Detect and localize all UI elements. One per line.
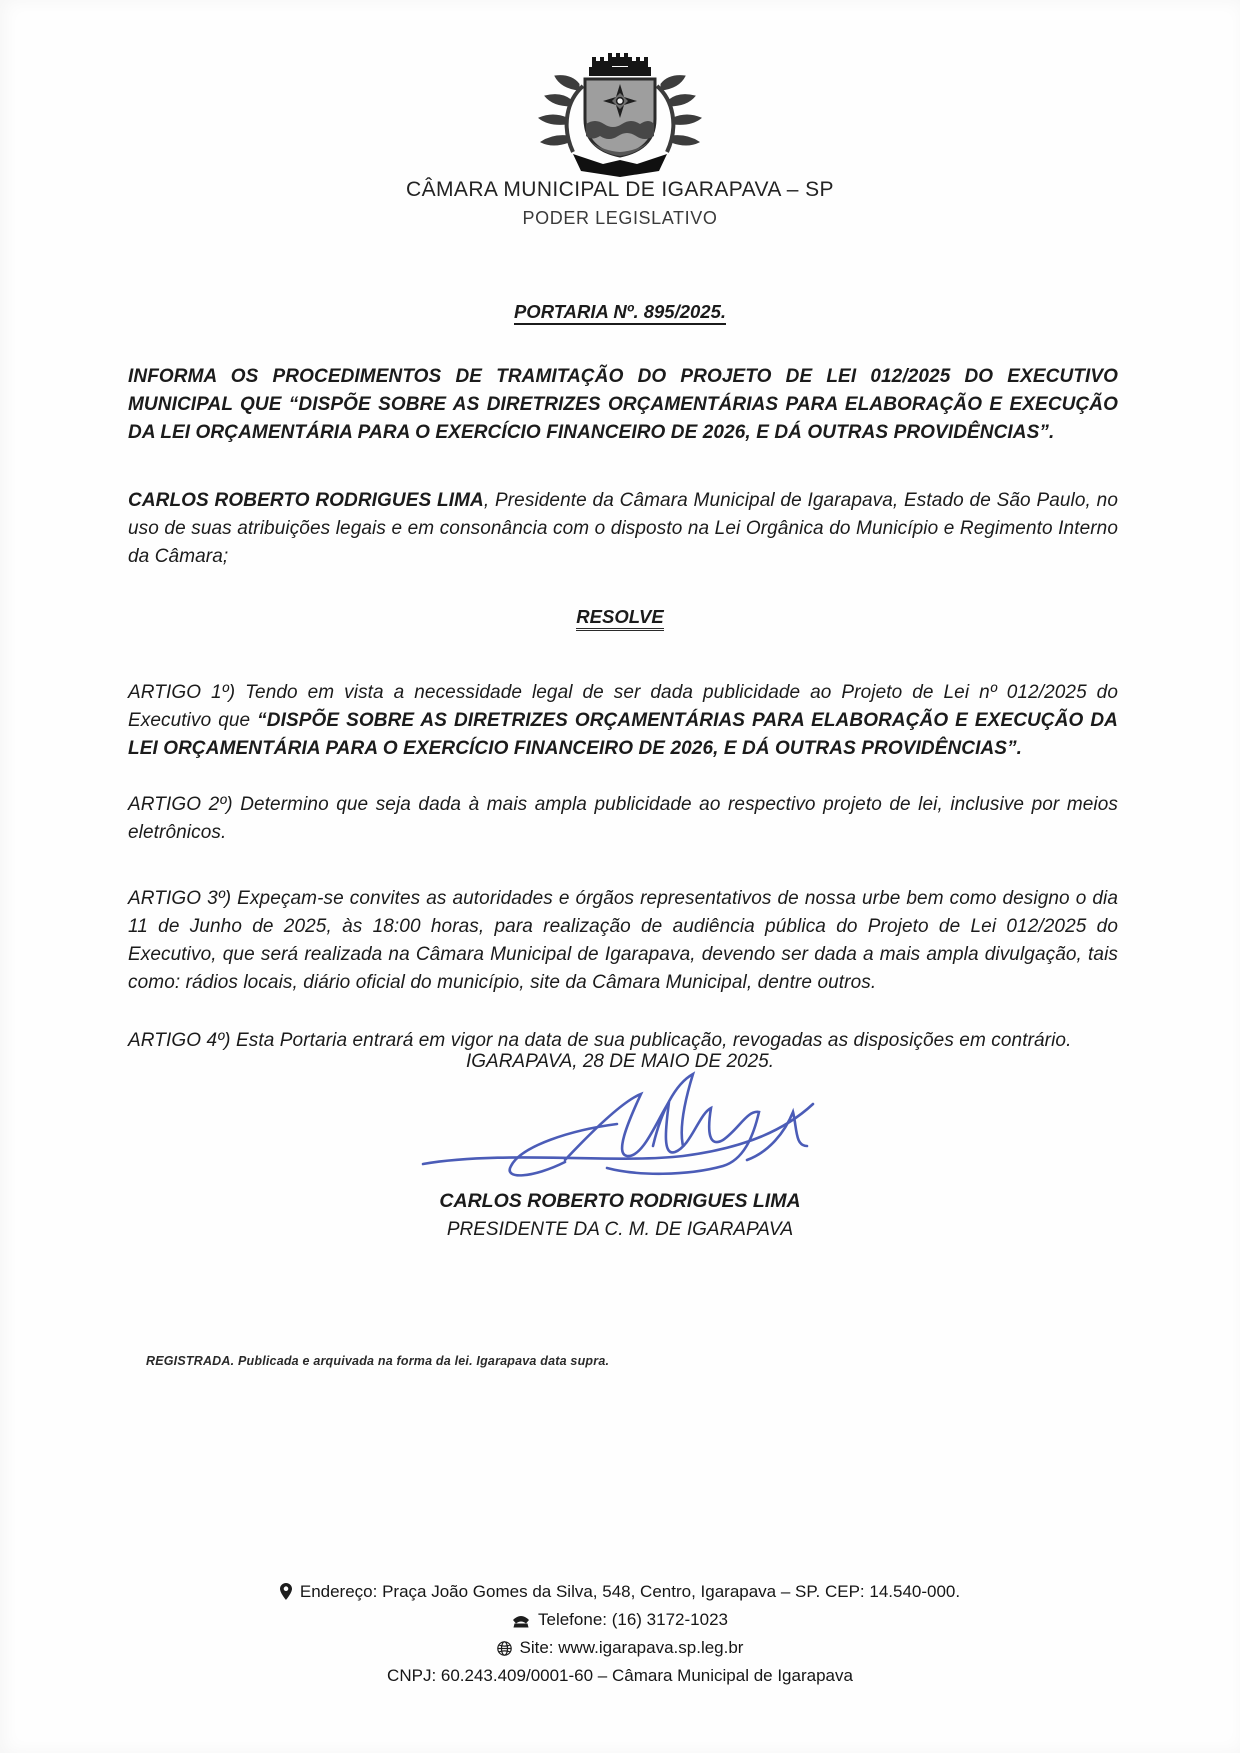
document-title-text: PORTARIA Nº. 895/2025.: [514, 301, 726, 325]
footer-site-line: [0, 1638, 1240, 1661]
org-subtitle: PODER LEGISLATIVO: [522, 208, 718, 228]
globe-icon: [497, 1641, 512, 1661]
footer-address-line: [0, 1582, 1240, 1605]
registration-note: REGISTRADA. Publicada e arquivada na forma da lei. Igarapava data supra.: [146, 1354, 610, 1368]
footer-site-text: Site: www.igarapava.sp.leg.br: [519, 1638, 744, 1657]
paragraph-preamble: [128, 487, 1118, 571]
handwritten-signature: [415, 1066, 825, 1193]
footer-address-text: Endereço: Praça João Gomes da Silva, 548, Centro, Igarapava – SP. CEP: 14.540-000.: [299, 1582, 961, 1601]
resolve-heading-text: RESOLVE: [576, 606, 663, 631]
document-title: [0, 301, 1240, 323]
municipal-coat-of-arms-icon: [525, 44, 715, 183]
paragraph-article-2: ARTIGO 2º) Determino que seja dada à mais ampla publicidade ao respectivo projeto de lei, inclusive por meios eletrônicos.: [128, 794, 1118, 843]
resolve-heading: [0, 606, 1240, 628]
telephone-icon: [512, 1613, 530, 1633]
signer-role: PRESIDENTE DA C. M. DE IGARAPAVA: [446, 1219, 794, 1240]
article-1-lead: ARTIGO 1º) Tendo em vista a necessidade legal de ser dada publicidade ao Projeto de Lei nº 012/2025 do Executivo que: [128, 682, 1118, 731]
org-name: CÂMARA MUNICIPAL DE IGARAPAVA – SP: [406, 178, 834, 201]
preamble-rest: , Presidente da Câmara Municipal de Igarapava, Estado de São Paulo, no uso de suas atribuições legais e em consonância com o disposto na Lei Orgânica do Município e Regimento Interno da Câmara;: [128, 490, 1118, 567]
footer-phone-line: [0, 1610, 1240, 1633]
paragraph-article-4: ARTIGO 4º) Esta Portaria entrará em vigor na data de sua publicação, revogadas as disposições em contrário.: [128, 1030, 1072, 1051]
article-1-emphasis: “DISPÕE SOBRE AS DIRETRIZES ORÇAMENTÁRIAS PARA ELABORAÇÃO E EXECUÇÃO DA LEI ORÇAMENTÁRIA PARA O EXERCÍCIO FINANCEIRO DE 2026, E DÁ OUTRAS PROVIDÊNCIAS”.: [128, 710, 1118, 759]
signer-name: CARLOS ROBERTO RODRIGUES LIMA: [439, 1190, 801, 1212]
footer-phone-text: Telefone: (16) 3172-1023: [538, 1610, 728, 1629]
paragraph-article-3: ARTIGO 3º) Expeçam-se convites as autoridades e órgãos representativos de nossa urbe bem como designo o dia 11 de Junho de 2025, às 18:00 horas, para realização de audiência pública do Projeto de Lei 012/2025 do Executivo, que será realizada na Câmara Municipal de Igarapava, devendo ser dada a mais ampla divulgação, tais como: rádios locais, diário oficial do município, site da Câmara Municipal, dentre outros.: [128, 888, 1118, 993]
dateline: IGARAPAVA, 28 DE MAIO DE 2025.: [465, 1051, 774, 1072]
location-pin-icon: [280, 1583, 292, 1605]
paragraph-article-1: [128, 679, 1118, 763]
footer-cnpj-line: CNPJ: 60.243.409/0001-60 – Câmara Municipal de Igarapava: [387, 1666, 853, 1685]
paragraph-summary: INFORMA OS PROCEDIMENTOS DE TRAMITAÇÃO DO PROJETO DE LEI 012/2025 DO EXECUTIVO MUNICIPAL QUE “DISPÕE SOBRE AS DIRETRIZES ORÇAMENTÁRIAS PARA ELABORAÇÃO E EXECUÇÃO DA LEI ORÇAMENTÁRIA PARA O EXERCÍCIO FINANCEIRO DE 2026, E DÁ OUTRAS PROVIDÊNCIAS”.: [128, 366, 1118, 443]
president-name-inline: CARLOS ROBERTO RODRIGUES LIMA: [128, 490, 484, 511]
